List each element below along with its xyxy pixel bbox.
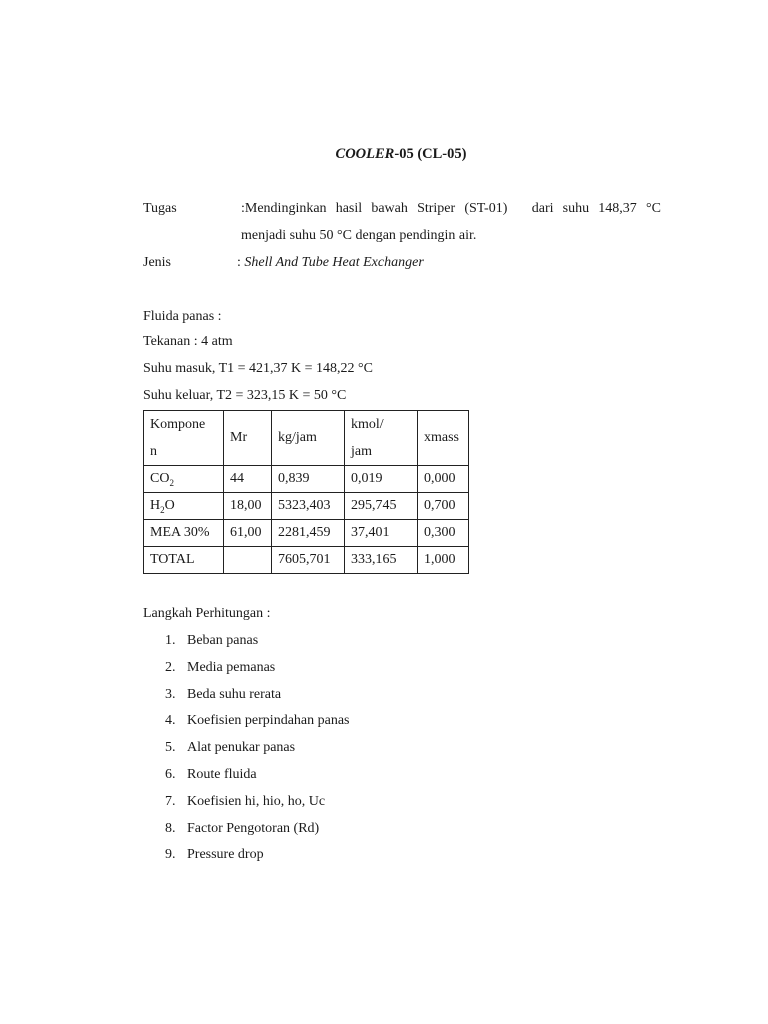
list-item xyxy=(165,816,350,843)
list-item-text: Beda suhu rerata xyxy=(187,686,282,702)
list-item xyxy=(165,708,350,735)
tugas-word: dari xyxy=(531,201,554,216)
komponen-text-after: O xyxy=(164,497,175,513)
komponen-text: TOTAL xyxy=(150,552,195,567)
table-row xyxy=(144,493,469,520)
cell-kgjam: 2281,459 xyxy=(272,520,345,547)
cell-xmass: 0,000 xyxy=(418,466,469,493)
document-title xyxy=(0,146,768,163)
steps-list xyxy=(165,628,350,869)
steps-heading: Langkah Perhitungan : xyxy=(143,606,271,621)
cell-xmass: 1,000 xyxy=(418,547,469,574)
cell-xmass: 0,700 xyxy=(418,493,469,520)
title-rest: -05 (CL-05) xyxy=(394,146,467,162)
header-komponen xyxy=(144,411,224,466)
cell-komponen xyxy=(144,493,224,520)
header-xmass: xmass xyxy=(418,411,469,466)
list-item-number: 3. xyxy=(165,686,176,702)
cell-mr: 61,00 xyxy=(224,520,272,547)
jenis-value-line xyxy=(237,255,424,271)
list-item-number: 1. xyxy=(165,633,176,648)
cell-mr: 18,00 xyxy=(224,493,272,520)
cell-xmass: 0,300 xyxy=(418,520,469,547)
suhu-keluar-text: Suhu keluar, T2 = 323,15 K = 50 °C xyxy=(143,388,347,403)
cell-komponen xyxy=(144,466,224,493)
list-item xyxy=(165,682,350,709)
list-item xyxy=(165,842,350,869)
list-item-text: Media pemanas xyxy=(187,659,276,675)
table-row-total xyxy=(144,547,469,574)
tugas-word: 148,37 xyxy=(598,201,637,216)
table-header-row xyxy=(144,411,469,466)
list-item-number: 9. xyxy=(165,847,176,863)
list-item-number: 2. xyxy=(165,659,176,675)
tekanan-text: Tekanan : 4 atm xyxy=(143,334,233,349)
list-item-number: 6. xyxy=(165,766,176,782)
tugas-line-1 xyxy=(241,201,661,217)
list-item-text: Beban panas xyxy=(187,633,259,648)
cell-kmoljam: 333,165 xyxy=(345,547,418,574)
cell-kmoljam: 0,019 xyxy=(345,466,418,493)
list-item xyxy=(165,655,350,682)
list-item-text: Alat penukar panas xyxy=(187,740,296,756)
header-komponen-line1: Kompone xyxy=(150,417,206,432)
tugas-word: :Mendinginkan xyxy=(241,201,327,216)
list-item-text: Route fluida xyxy=(187,766,257,782)
header-kgjam: kg/jam xyxy=(272,411,345,466)
tugas-word: (ST-01) xyxy=(464,201,508,216)
cell-mr: 44 xyxy=(224,466,272,493)
header-kmoljam xyxy=(345,411,418,466)
cell-mr xyxy=(224,547,272,574)
tugas-label: Tugas xyxy=(143,201,177,216)
cell-kgjam: 5323,403 xyxy=(272,493,345,520)
tugas-word: hasil xyxy=(335,201,363,216)
jenis-label: Jenis xyxy=(143,255,171,270)
cell-komponen xyxy=(144,547,224,574)
tugas-line-2: menjadi suhu 50 °C dengan pendingin air. xyxy=(241,228,477,243)
header-kmol-line2: jam xyxy=(351,444,372,459)
tugas-word: °C xyxy=(645,201,661,216)
list-item-number: 7. xyxy=(165,793,176,809)
cell-kgjam: 0,839 xyxy=(272,466,345,493)
list-item-text: Factor Pengotoran (Rd) xyxy=(187,820,320,836)
header-mr: Mr xyxy=(224,411,272,466)
header-kmol-line1: kmol/ xyxy=(351,417,384,432)
table-row xyxy=(144,520,469,547)
jenis-colon: : xyxy=(237,255,245,270)
komponen-subscript: 2 xyxy=(169,477,174,488)
list-item-text: Pressure drop xyxy=(187,847,264,863)
title-italic-part: COOLER xyxy=(335,146,395,162)
cell-kgjam: 7605,701 xyxy=(272,547,345,574)
fluida-heading: Fluida panas : xyxy=(143,309,222,324)
cell-kmoljam: 295,745 xyxy=(345,493,418,520)
list-item-number: 4. xyxy=(165,713,176,729)
list-item-text: Koefisien hi, hio, ho, Uc xyxy=(187,793,326,809)
list-item xyxy=(165,735,350,762)
list-item xyxy=(165,789,350,816)
list-item-number: 8. xyxy=(165,820,176,836)
table-row xyxy=(144,466,469,493)
tugas-word: Striper xyxy=(417,201,456,216)
cell-kmoljam: 37,401 xyxy=(345,520,418,547)
komponen-table xyxy=(143,410,469,574)
komponen-text: CO xyxy=(150,470,170,486)
komponen-text: MEA 30% xyxy=(150,525,210,540)
header-komponen-line2: n xyxy=(150,444,157,459)
komponen-subscript: 2 xyxy=(160,504,165,515)
jenis-value: Shell And Tube Heat Exchanger xyxy=(244,255,424,270)
suhu-masuk-text: Suhu masuk, T1 = 421,37 K = 148,22 °C xyxy=(143,361,373,376)
list-item-text: Koefisien perpindahan panas xyxy=(187,713,350,729)
tugas-word: bawah xyxy=(371,201,408,216)
list-item-number: 5. xyxy=(165,740,176,756)
komponen-text: H xyxy=(150,497,161,513)
list-item xyxy=(165,628,350,655)
tugas-word: suhu xyxy=(562,201,590,216)
list-item xyxy=(165,762,350,789)
cell-komponen xyxy=(144,520,224,547)
